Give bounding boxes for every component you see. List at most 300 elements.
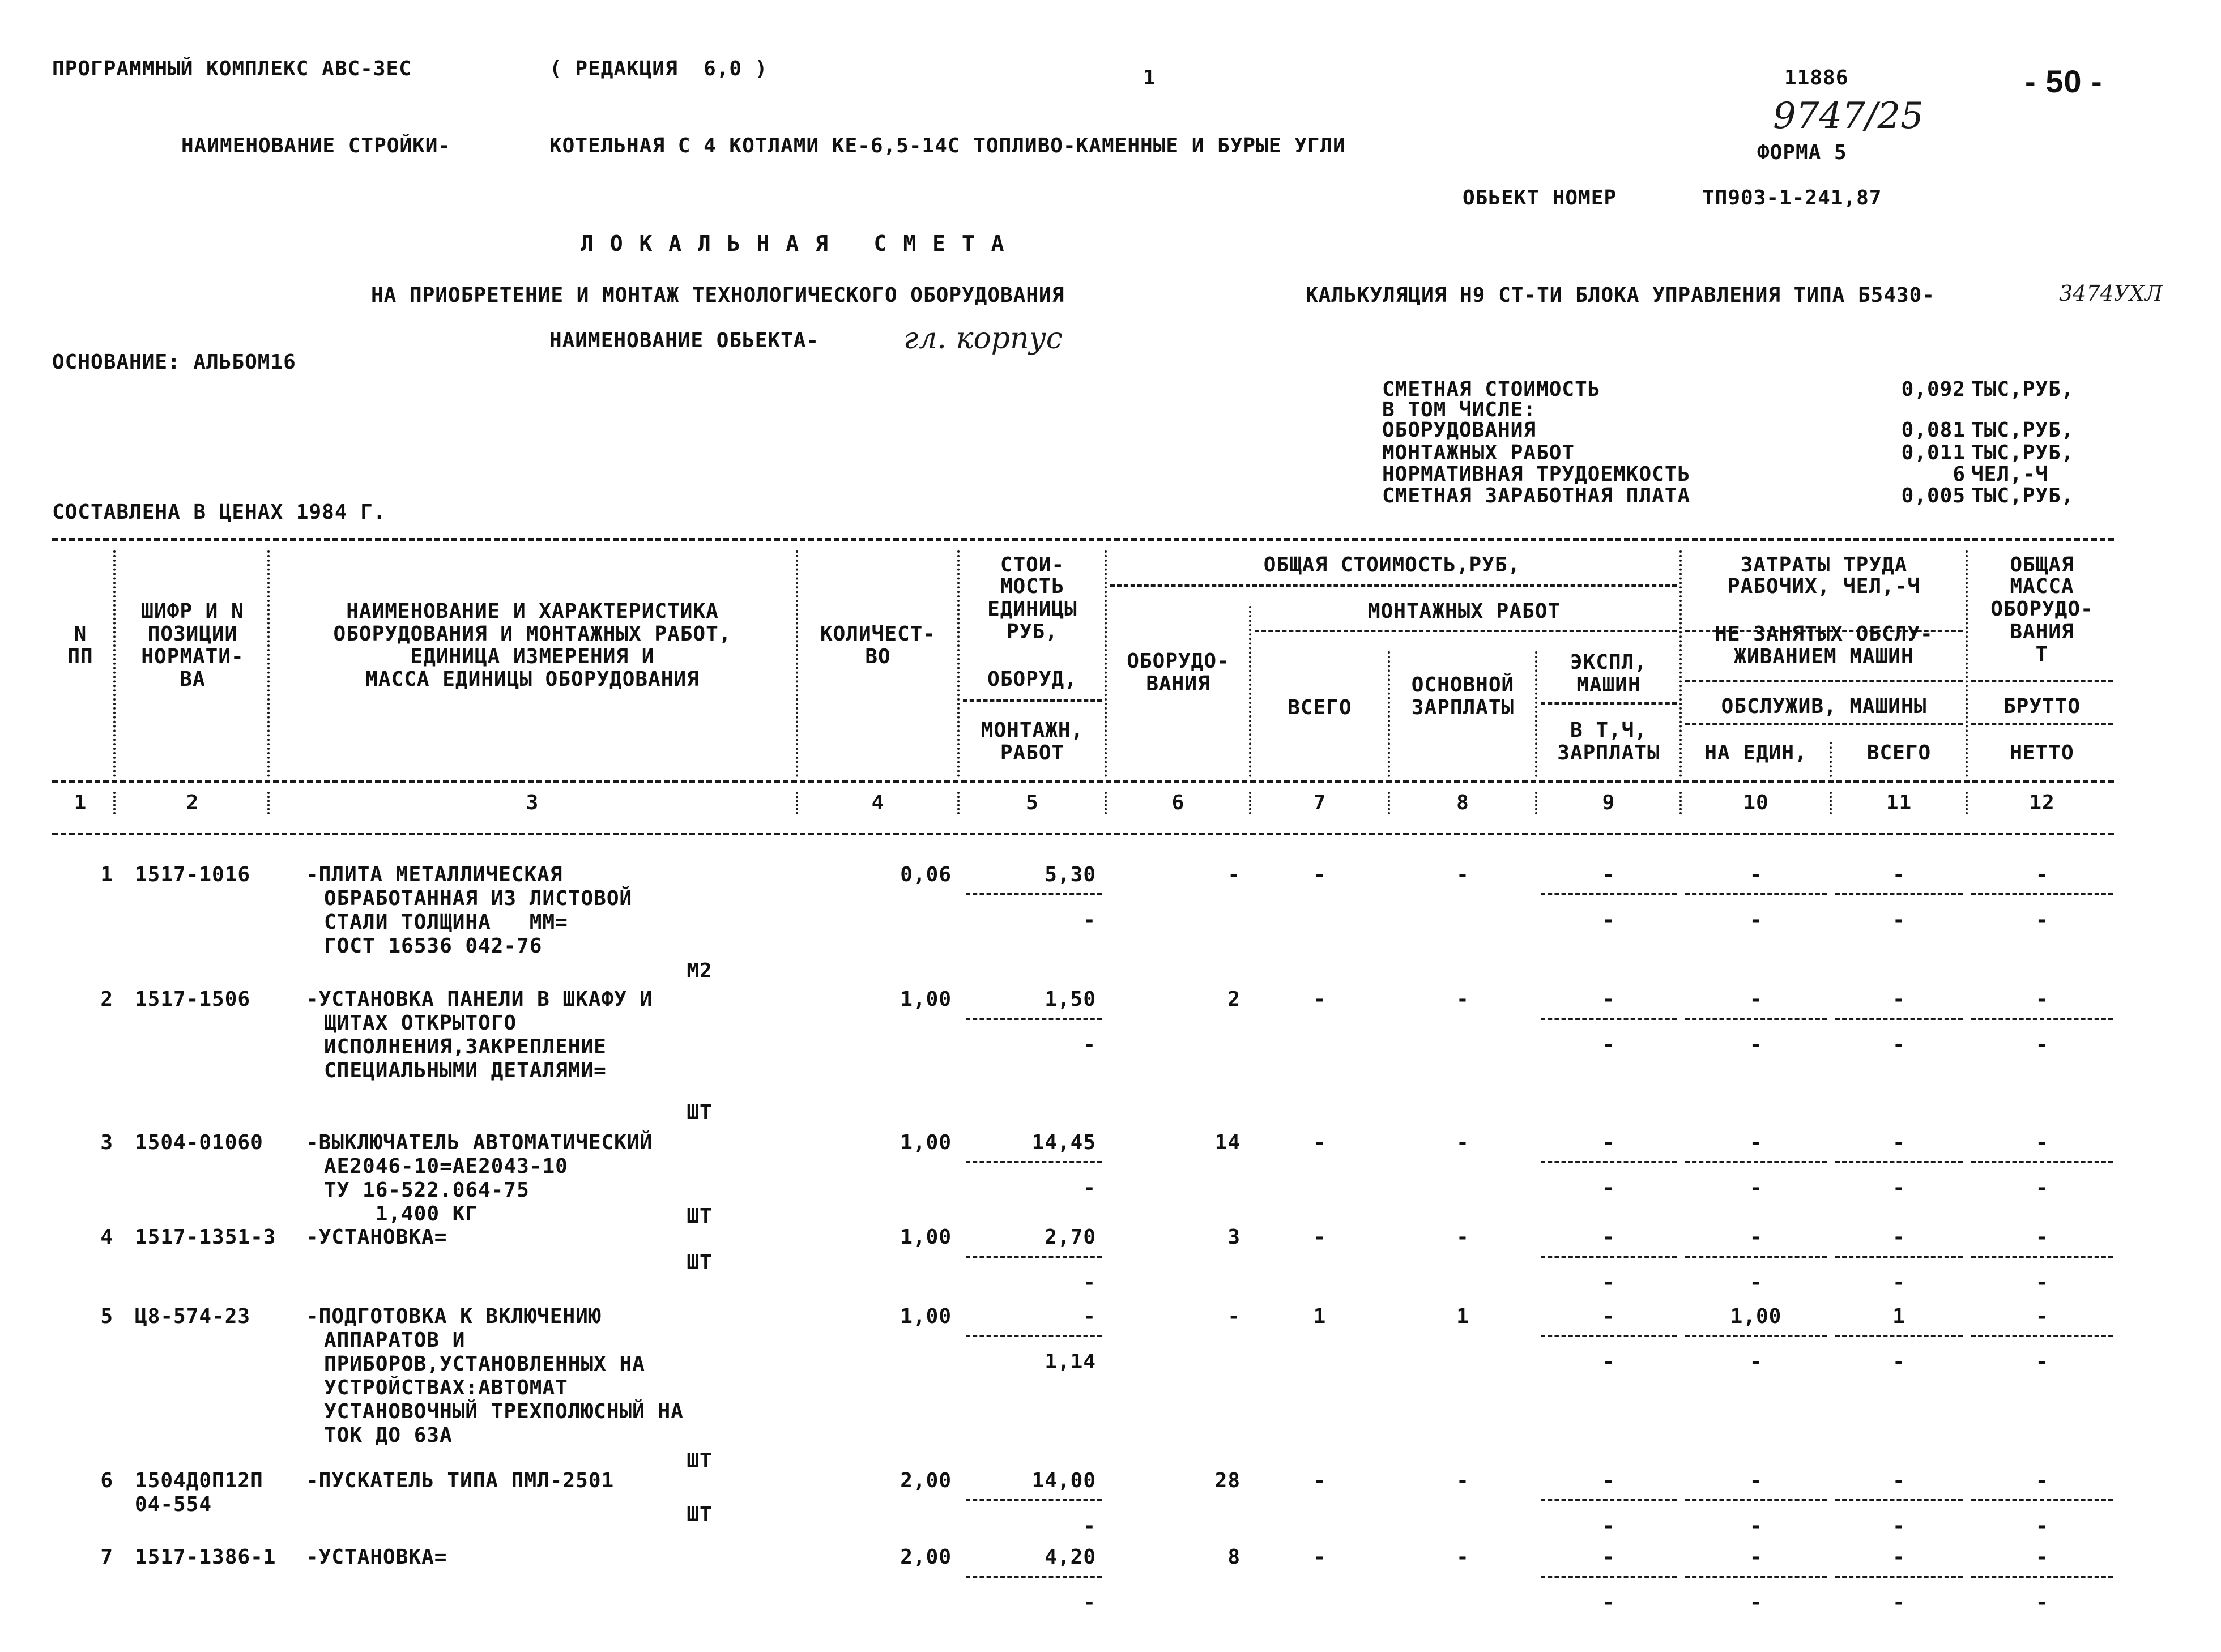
row-description: АППАРАТОВ И — [324, 1329, 466, 1352]
col-header-unit-cost: ЕДИНИЦЫ — [987, 597, 1077, 621]
cell-divider — [1971, 1499, 2113, 1501]
row-mounting-total: - — [1313, 863, 1327, 886]
cell-divider — [966, 1499, 1102, 1501]
cell-divider — [1541, 1161, 1677, 1163]
object-number: ТП903-1-241,87 — [1702, 186, 1882, 210]
col-header-code: НОРМАТИ- — [141, 645, 244, 668]
row-machines-salary: - — [1602, 1514, 1615, 1538]
numbers-bottom-rule — [52, 833, 2114, 835]
row-mass-net: - — [2035, 1176, 2049, 1199]
row-number: 2 — [100, 988, 113, 1011]
cell-divider — [1685, 1499, 1827, 1501]
cell-divider — [966, 1161, 1102, 1163]
cell-divider — [1835, 1018, 1963, 1020]
col-sep — [1249, 606, 1251, 777]
row-labor-total-machines: - — [1892, 1176, 1905, 1199]
row-code: 1504Д0П12П — [135, 1469, 263, 1492]
row-base-salary: - — [1456, 1226, 1469, 1249]
row-code-continued: 04-554 — [135, 1493, 212, 1516]
cell-divider — [1685, 1256, 1827, 1258]
row-machines: - — [1602, 1226, 1615, 1249]
summary-value: 0,092 — [1901, 378, 1966, 401]
cell-divider — [1971, 1018, 2113, 1020]
col-header-total-cost: ОБЩАЯ СТОИМОСТЬ,РУБ, — [1263, 553, 1521, 577]
col-header-equipment: ВАНИЯ — [1146, 672, 1210, 695]
column-number: 3 — [526, 791, 539, 814]
row-machines-salary: - — [1602, 1591, 1615, 1614]
col-header-code: ШИФР И N — [141, 600, 244, 623]
construction-label: НАИМЕНОВАНИЕ СТРОЙКИ- — [181, 134, 451, 157]
col-header-mass: БРУТТО — [2003, 695, 2081, 718]
row-machines-salary: - — [1602, 1271, 1615, 1294]
row-machines: - — [1602, 1546, 1615, 1569]
cell-divider — [1685, 1018, 1827, 1020]
cell-divider — [1541, 1576, 1677, 1578]
row-labor-per-unit-machines: - — [1749, 908, 1763, 932]
row-labor-per-unit-machines: - — [1749, 1350, 1763, 1373]
col-header-mass: ОБЩАЯ — [2010, 553, 2074, 577]
row-unit: ШТ — [687, 1449, 713, 1472]
row-unit-cost-equipment: - — [1083, 1305, 1096, 1328]
cell-divider — [966, 1256, 1102, 1258]
col-sep — [1105, 792, 1107, 814]
header-sub-rule — [1685, 680, 1963, 682]
summary-label: СМЕТНАЯ СТОИМОСТЬ — [1382, 378, 1601, 401]
summary-unit: ЧЕЛ,-Ч — [1971, 463, 2049, 486]
header-bottom-rule — [52, 780, 2114, 783]
row-quantity: 1,00 — [900, 988, 952, 1011]
col-header-labor-sub: ОБСЛУЖИВ, МАШИНЫ — [1721, 695, 1927, 718]
row-quantity: 2,00 — [900, 1469, 952, 1492]
col-sep — [113, 792, 116, 814]
col-sep — [1249, 792, 1251, 814]
row-labor-total: - — [1892, 1469, 1905, 1492]
col-header-per-unit: НА ЕДИН, — [1704, 741, 1808, 765]
row-base-salary: - — [1456, 988, 1469, 1011]
cell-divider — [1685, 1335, 1827, 1337]
summary-value: 0,005 — [1901, 484, 1966, 507]
col-sep — [1830, 792, 1832, 814]
row-labor-per-unit: - — [1749, 1546, 1763, 1569]
row-mass-net: - — [2035, 908, 2049, 932]
row-labor-total-machines: - — [1892, 1591, 1905, 1614]
row-description: ОБРАБОТАННАЯ ИЗ ЛИСТОВОЙ — [324, 887, 633, 910]
col-sep — [1679, 550, 1682, 777]
col-header-mass: ВАНИЯ — [2010, 620, 2074, 643]
col-sep — [957, 550, 960, 777]
header-top-rule — [52, 538, 2114, 541]
row-description: ТУ 16-522.064-75 — [324, 1179, 530, 1202]
row-mass-net: - — [2035, 1350, 2049, 1373]
row-description: -ВЫКЛЮЧАТЕЛЬ АВТОМАТИЧЕСКИЙ — [306, 1131, 653, 1154]
row-code: 1517-1016 — [135, 863, 251, 886]
column-number: 6 — [1171, 791, 1185, 814]
row-mounting-total: - — [1313, 988, 1327, 1011]
col-header-mass: НЕТТО — [2010, 741, 2074, 765]
row-description: УСТАНОВОЧНЫЙ ТРЕХПОЛЮСНЫЙ НА — [324, 1400, 684, 1423]
row-equipment-cost: - — [1227, 863, 1240, 886]
header-sub-rule — [1971, 680, 2113, 682]
col-sep — [1388, 651, 1390, 777]
row-labor-total: - — [1892, 988, 1905, 1011]
row-equipment-cost: 8 — [1227, 1546, 1240, 1569]
row-base-salary: 1 — [1456, 1305, 1469, 1328]
column-number: 5 — [1026, 791, 1039, 814]
summary-label: СМЕТНАЯ ЗАРАБОТНАЯ ПЛАТА — [1382, 484, 1691, 507]
col-header-unit-cost: РАБОТ — [1000, 741, 1065, 765]
row-labor-per-unit-machines: - — [1749, 1591, 1763, 1614]
col-sep — [1966, 550, 1968, 777]
row-unit-cost-equipment: 2,70 — [1045, 1226, 1096, 1249]
row-mass-gross: - — [2035, 988, 2049, 1011]
col-header-equipment: ОБОРУДО- — [1127, 650, 1230, 673]
col-header-machines: МАШИН — [1576, 673, 1641, 697]
row-equipment-cost: 28 — [1214, 1469, 1240, 1492]
col-sep — [1105, 550, 1107, 777]
row-number: 7 — [100, 1546, 113, 1569]
col-sep — [267, 792, 270, 814]
cell-divider — [1541, 1018, 1677, 1020]
row-unit-cost-mounting: - — [1083, 908, 1096, 932]
row-labor-per-unit: - — [1749, 988, 1763, 1011]
col-sep — [1966, 792, 1968, 814]
row-description: ТОК ДО 63А — [324, 1424, 453, 1447]
header-sub-rule — [1971, 723, 2113, 725]
object-number-label: ОБЬЕКТ НОМЕР — [1463, 186, 1617, 210]
row-unit-cost-mounting: - — [1083, 1271, 1096, 1294]
cost-summary — [1382, 378, 2118, 506]
col-header-description: НАИМЕНОВАНИЕ И ХАРАКТЕРИСТИКА — [346, 600, 719, 623]
row-unit: ШТ — [687, 1205, 713, 1228]
cell-divider — [1835, 1335, 1963, 1337]
cell-divider — [1541, 1335, 1677, 1337]
cell-divider — [966, 893, 1102, 895]
row-unit-cost-mounting: - — [1083, 1591, 1096, 1614]
summary-label: ОБОРУДОВАНИЯ — [1382, 419, 1537, 442]
col-header-labor-total: ВСЕГО — [1866, 741, 1932, 765]
col-header-mounting: МОНТАЖНЫХ РАБОТ — [1367, 600, 1561, 623]
row-base-salary: - — [1456, 863, 1469, 886]
cell-divider — [1835, 1499, 1963, 1501]
row-code: 1517-1351-3 — [135, 1226, 276, 1249]
row-mass-gross: - — [2035, 1469, 2049, 1492]
row-labor-per-unit: - — [1749, 863, 1763, 886]
header-sub-rule — [1255, 630, 1677, 632]
col-header-unit-cost: РУБ, — [1007, 620, 1058, 643]
col-header-labor-sub: ЖИВАНИЕМ МАШИН — [1734, 645, 1914, 668]
cell-divider — [1541, 893, 1677, 895]
row-description: -ПОДГОТОВКА К ВКЛЮЧЕНИЮ — [306, 1305, 602, 1328]
cell-divider — [1685, 1576, 1827, 1578]
col-sep — [796, 550, 798, 777]
row-number: 6 — [100, 1469, 113, 1492]
header-sub-rule — [1110, 584, 1677, 587]
row-unit: ШТ — [687, 1251, 713, 1274]
summary-value: 6 — [1953, 463, 1966, 486]
row-unit-cost-equipment: 1,50 — [1045, 988, 1096, 1011]
row-unit: М2 — [687, 959, 713, 983]
row-description: -УСТАНОВКА ПАНЕЛИ В ШКАФУ И — [306, 988, 653, 1011]
col-sep — [1535, 651, 1537, 777]
row-quantity: 0,06 — [900, 863, 952, 886]
row-quantity: 1,00 — [900, 1226, 952, 1249]
row-unit: ШТ — [687, 1101, 713, 1124]
row-machines-salary: - — [1602, 908, 1615, 932]
cell-divider — [1971, 1256, 2113, 1258]
row-labor-total-machines: - — [1892, 1271, 1905, 1294]
cell-divider — [1971, 1576, 2113, 1578]
column-number: 4 — [871, 791, 885, 814]
col-header-base-salary: ЗАРПЛАТЫ — [1411, 696, 1515, 719]
column-number: 7 — [1313, 791, 1327, 814]
row-description: ГОСТ 16536 042-76 — [324, 934, 543, 958]
summary-unit: ТЫС,РУБ, — [1971, 419, 2074, 442]
row-mounting-total: 1 — [1313, 1305, 1327, 1328]
col-header-machines: ЗАРПЛАТЫ — [1557, 741, 1660, 765]
row-unit-cost-equipment: 14,45 — [1031, 1131, 1096, 1154]
row-code: 1517-1506 — [135, 988, 251, 1011]
summary-unit: ТЫС,РУБ, — [1971, 378, 2074, 401]
row-machines-salary: - — [1602, 1350, 1615, 1373]
row-quantity: 1,00 — [900, 1131, 952, 1154]
col-header-labor-sub: НЕ ЗАНЯТЫХ ОБСЛУ- — [1715, 622, 1933, 646]
sheet-number: 1 — [1143, 66, 1156, 89]
row-labor-total: - — [1892, 863, 1905, 886]
row-labor-total: 1 — [1892, 1305, 1905, 1328]
row-number: 3 — [100, 1131, 113, 1154]
row-mounting-total: - — [1313, 1469, 1327, 1492]
row-description: -ПУСКАТЕЛЬ ТИПА ПМЛ-2501 — [306, 1469, 615, 1492]
col-header-unit-cost: ОБОРУД, — [987, 668, 1077, 691]
row-unit: ШТ — [687, 1503, 713, 1526]
row-mass-net: - — [2035, 1271, 2049, 1294]
row-unit-cost-mounting: 1,14 — [1045, 1350, 1096, 1373]
column-number: 1 — [74, 791, 87, 814]
row-unit-cost-equipment: 14,00 — [1031, 1469, 1096, 1492]
row-labor-total: - — [1892, 1131, 1905, 1154]
row-machines: - — [1602, 1131, 1615, 1154]
handwritten-number: 9747/25 — [1773, 95, 1924, 137]
row-description: 1,400 КГ — [324, 1202, 479, 1226]
col-sep — [267, 550, 270, 777]
row-mass-gross: - — [2035, 1131, 2049, 1154]
col-header-description: ЕДИНИЦА ИЗМЕРЕНИЯ И — [410, 645, 655, 668]
cell-divider — [1971, 1161, 2113, 1163]
row-quantity: 2,00 — [900, 1546, 952, 1569]
col-header-mass: Т — [2035, 643, 2049, 666]
summary-unit: ТЫС,РУБ, — [1971, 441, 2074, 464]
col-header-labor: ЗАТРАТЫ ТРУДА — [1740, 553, 1908, 577]
row-labor-total-machines: - — [1892, 1350, 1905, 1373]
row-labor-per-unit: 1,00 — [1730, 1305, 1782, 1328]
cell-divider — [1835, 893, 1963, 895]
row-equipment-cost: 2 — [1227, 988, 1240, 1011]
row-mass-net: - — [2035, 1591, 2049, 1614]
col-sep — [1830, 742, 1832, 777]
col-sep — [1679, 792, 1682, 814]
cell-divider — [1541, 1499, 1677, 1501]
col-sep — [113, 550, 116, 777]
object-name-label: НАИМЕНОВАНИЕ ОБЬЕКТА- — [549, 329, 820, 352]
row-quantity: 1,00 — [900, 1305, 952, 1328]
row-machines: - — [1602, 988, 1615, 1011]
header-sub-rule — [1541, 702, 1677, 705]
col-header-unit-cost: СТОИ- — [1000, 553, 1065, 577]
col-header-mass: ОБОРУДО- — [1990, 597, 2094, 621]
cell-divider — [1971, 1335, 2113, 1337]
col-header-unit-cost: МОНТАЖН, — [981, 719, 1084, 742]
document-subtitle: НА ПРИОБРЕТЕНИЕ И МОНТАЖ ТЕХНОЛОГИЧЕСКОГО ОБОРУДОВАНИЯ — [371, 284, 1065, 307]
row-equipment-cost: 14 — [1214, 1131, 1240, 1154]
calculation-title: КАЛЬКУЛЯЦИЯ Н9 СТ-ТИ БЛОКА УПРАВЛЕНИЯ ТИПА Б5430- — [1306, 284, 1936, 307]
col-sep — [1388, 792, 1390, 814]
column-number: 8 — [1456, 791, 1469, 814]
row-number: 4 — [100, 1226, 113, 1249]
document-code: 11886 — [1784, 66, 1849, 89]
cell-divider — [1685, 1161, 1827, 1163]
row-base-salary: - — [1456, 1131, 1469, 1154]
page-number: - 50 - — [2025, 63, 2103, 99]
row-description: СТАЛИ ТОЛЩИНА ММ= — [324, 911, 568, 934]
row-equipment-cost: 3 — [1227, 1226, 1240, 1249]
row-labor-total-machines: - — [1892, 1033, 1905, 1056]
row-mounting-total: - — [1313, 1226, 1327, 1249]
row-mounting-total: - — [1313, 1546, 1327, 1569]
row-mass-net: - — [2035, 1033, 2049, 1056]
col-header-unit-cost: МОСТЬ — [1000, 575, 1065, 598]
row-labor-total: - — [1892, 1226, 1905, 1249]
row-machines: - — [1602, 1305, 1615, 1328]
row-labor-per-unit-machines: - — [1749, 1514, 1763, 1538]
row-mounting-total: - — [1313, 1131, 1327, 1154]
basis: ОСНОВАНИЕ: АЛЬБОМ16 — [52, 351, 296, 374]
col-header-total: ВСЕГО — [1288, 696, 1352, 719]
row-mass-net: - — [2035, 1514, 2049, 1538]
row-code: 1517-1386-1 — [135, 1546, 276, 1569]
summary-label: В ТОМ ЧИСЛЕ: — [1382, 398, 1537, 421]
col-header-labor: РАБОЧИХ, ЧЕЛ,-Ч — [1727, 575, 1921, 598]
col-sep — [796, 792, 798, 814]
col-header-base-salary: ОСНОВНОЙ — [1411, 673, 1515, 697]
summary-label: НОРМАТИВНАЯ ТРУДОЕМКОСТЬ — [1382, 463, 1691, 486]
row-description: УСТРОЙСТВАХ:АВТОМАТ — [324, 1376, 568, 1399]
calculation-handwritten: 3474УХЛ — [2059, 281, 2163, 306]
summary-value: 0,011 — [1901, 441, 1966, 464]
document-title: Л О К А Л Ь Н А Я С М Е Т А — [581, 231, 1006, 256]
summary-unit: ТЫС,РУБ, — [1971, 484, 2074, 507]
column-number: 2 — [186, 791, 199, 814]
row-description: -ПЛИТА МЕТАЛЛИЧЕСКАЯ — [306, 863, 563, 886]
row-description: ИСПОЛНЕНИЯ,ЗАКРЕПЛЕНИЕ — [324, 1035, 607, 1058]
col-header-mass: МАССА — [2010, 575, 2074, 598]
row-description: -УСТАНОВКА= — [306, 1546, 447, 1569]
row-labor-per-unit: - — [1749, 1131, 1763, 1154]
row-description: -УСТАНОВКА= — [306, 1226, 447, 1249]
row-number: 5 — [100, 1305, 113, 1328]
object-name-handwritten: гл. корпус — [903, 322, 1063, 356]
row-equipment-cost: - — [1227, 1305, 1240, 1328]
row-unit-cost-mounting: - — [1083, 1514, 1096, 1538]
row-labor-total-machines: - — [1892, 908, 1905, 932]
cell-divider — [1835, 1161, 1963, 1163]
column-number: 9 — [1602, 791, 1615, 814]
row-labor-per-unit-machines: - — [1749, 1271, 1763, 1294]
col-header-n: N — [74, 622, 87, 646]
row-labor-per-unit: - — [1749, 1469, 1763, 1492]
cell-divider — [966, 1335, 1102, 1337]
row-description: СПЕЦИАЛЬНЫМИ ДЕТАЛЯМИ= — [324, 1059, 607, 1082]
construction-name: КОТЕЛЬНАЯ С 4 КОТЛАМИ КЕ-6,5-14С ТОПЛИВО-КАМЕННЫЕ И БУРЫЕ УГЛИ — [549, 134, 1346, 157]
cell-divider — [1685, 893, 1827, 895]
col-sep — [1535, 792, 1537, 814]
row-machines-salary: - — [1602, 1176, 1615, 1199]
row-machines-salary: - — [1602, 1033, 1615, 1056]
cell-divider — [966, 1576, 1102, 1578]
row-unit-cost-equipment: 4,20 — [1045, 1546, 1096, 1569]
row-labor-per-unit-machines: - — [1749, 1176, 1763, 1199]
cell-divider — [1835, 1576, 1963, 1578]
column-number: 10 — [1743, 791, 1769, 814]
price-basis: СОСТАВЛЕНА В ЦЕНАХ 1984 Г. — [52, 501, 386, 524]
cell-divider — [1971, 893, 2113, 895]
row-labor-total: - — [1892, 1546, 1905, 1569]
col-header-n: ПП — [67, 645, 93, 668]
row-labor-total-machines: - — [1892, 1514, 1905, 1538]
row-unit-cost-mounting: - — [1083, 1033, 1096, 1056]
row-number: 1 — [100, 863, 113, 886]
row-code: Ц8-574-23 — [135, 1305, 251, 1328]
row-base-salary: - — [1456, 1469, 1469, 1492]
row-machines: - — [1602, 863, 1615, 886]
column-number: 11 — [1886, 791, 1912, 814]
header-sub-rule — [1685, 723, 1963, 725]
row-code: 1504-01060 — [135, 1131, 263, 1154]
col-header-machines: В Т,Ч, — [1570, 719, 1648, 742]
row-description: ПРИБОРОВ,УСТАНОВЛЕННЫХ НА — [324, 1352, 645, 1376]
header-sub-rule — [963, 699, 1102, 702]
row-machines: - — [1602, 1469, 1615, 1492]
edition: ( РЕДАКЦИЯ 6,0 ) — [549, 57, 768, 80]
row-unit-cost-equipment: 5,30 — [1045, 863, 1096, 886]
row-description: АЕ2046-10=АЕ2043-10 — [324, 1155, 568, 1178]
row-mass-gross: - — [2035, 1546, 2049, 1569]
col-header-description: МАССА ЕДИНИЦЫ ОБОРУДОВАНИЯ — [365, 668, 700, 691]
column-number: 12 — [2029, 791, 2055, 814]
col-header-description: ОБОРУДОВАНИЯ И МОНТАЖНЫХ РАБОТ, — [333, 622, 732, 646]
cell-divider — [966, 1018, 1102, 1020]
row-base-salary: - — [1456, 1546, 1469, 1569]
row-description: ЩИТАХ ОТКРЫТОГО — [324, 1011, 517, 1035]
col-header-code: ВА — [180, 668, 206, 691]
summary-value: 0,081 — [1901, 419, 1966, 442]
program-name: ПРОГРАММНЫЙ КОМПЛЕКС АВС-3ЕС — [52, 57, 412, 80]
row-labor-per-unit-machines: - — [1749, 1033, 1763, 1056]
form-number: ФОРМА 5 — [1757, 141, 1847, 164]
cell-divider — [1541, 1256, 1677, 1258]
row-labor-per-unit: - — [1749, 1226, 1763, 1249]
row-mass-gross: - — [2035, 1305, 2049, 1328]
col-header-quantity: ВО — [865, 645, 891, 668]
summary-label: МОНТАЖНЫХ РАБОТ — [1382, 441, 1575, 464]
row-mass-gross: - — [2035, 1226, 2049, 1249]
col-header-quantity: КОЛИЧЕСТ- — [820, 622, 936, 646]
col-header-code: ПОЗИЦИИ — [147, 622, 238, 646]
cell-divider — [1835, 1256, 1963, 1258]
row-mass-gross: - — [2035, 863, 2049, 886]
col-header-machines: ЭКСПЛ, — [1570, 651, 1648, 674]
col-sep — [957, 792, 960, 814]
row-unit-cost-mounting: - — [1083, 1176, 1096, 1199]
